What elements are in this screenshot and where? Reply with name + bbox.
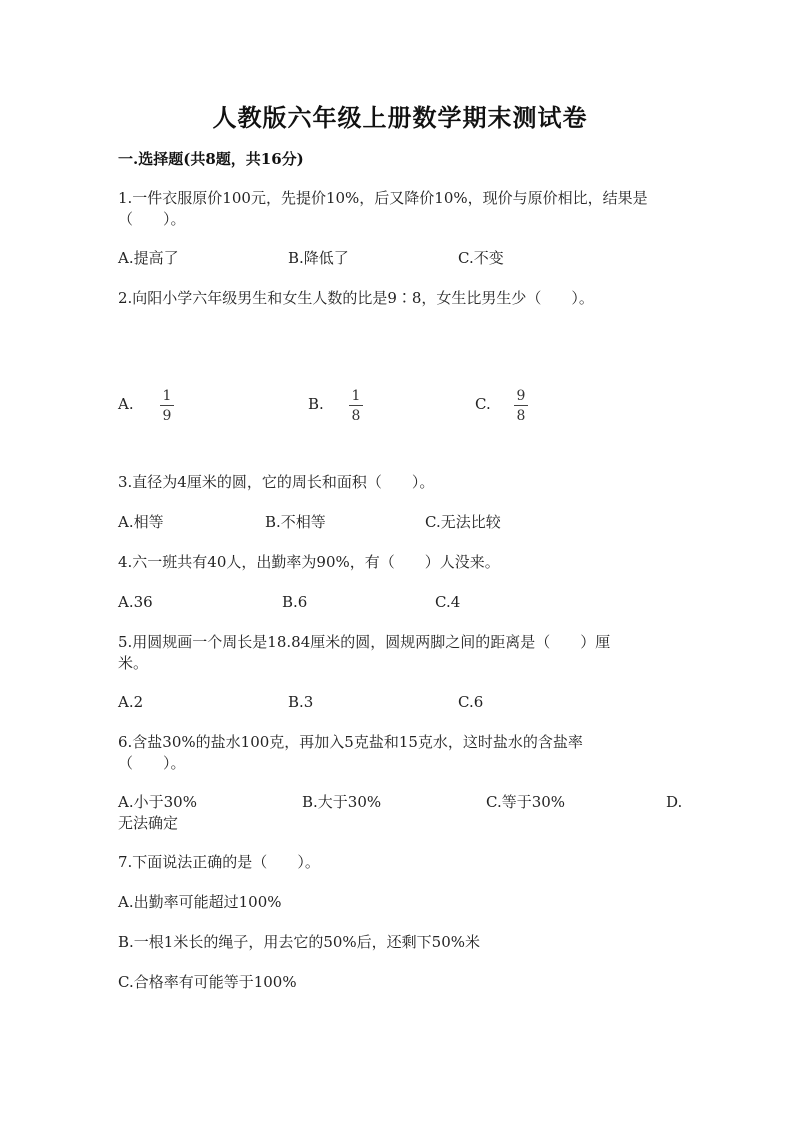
q7-option-c: C.合格率有可能等于100% [118, 973, 297, 991]
q1-option-a: A.提高了 [118, 249, 179, 267]
q2-option-a-fraction [160, 388, 174, 424]
q2-option-c-letter: C. [475, 395, 491, 413]
question-5-text: 5.用圆规画一个周长是18.84厘米的圆，圆规两脚之间的距离是（ ）厘 [118, 633, 611, 651]
question-6-text-cont: （ ）。 [118, 754, 186, 772]
q2-option-c-denominator: 8 [516, 408, 526, 424]
question-7-text: 7.下面说法正确的是（ ）。 [118, 853, 320, 871]
question-6-text: 6.含盐30%的盐水100克，再加入5克盐和15克水，这时盐水的含盐率 [118, 733, 583, 751]
q2-option-b-numerator: 1 [351, 388, 361, 404]
q7-option-a: A.出勤率可能超过100% [118, 893, 282, 911]
q2-option-b-denominator: 8 [351, 408, 361, 424]
q2-option-b-letter: B. [308, 395, 324, 413]
q6-option-d-text: 无法确定 [118, 814, 179, 832]
question-5-text-cont: 米。 [118, 654, 149, 672]
page-title: 人教版六年级上册数学期末测试卷 [212, 103, 588, 132]
q2-option-c-numerator: 9 [516, 388, 526, 404]
q3-option-a: A.相等 [118, 513, 164, 531]
fraction-bar [160, 405, 174, 406]
q3-option-c: C.无法比较 [425, 513, 501, 531]
q1-option-b: B.降低了 [288, 249, 349, 267]
question-4-text: 4.六一班共有40人，出勤率为90%，有（ ）人没来。 [118, 553, 500, 571]
fraction-bar [514, 405, 528, 406]
fraction-bar [349, 405, 363, 406]
q4-option-a: A.36 [118, 593, 153, 611]
question-1-text-cont: （ ）。 [118, 210, 186, 228]
question-1-text: 1.一件衣服原价100元，先提价10%，后又降价10%，现价与原价相比，结果是 [118, 189, 648, 207]
q2-option-b-fraction [349, 388, 363, 424]
q5-option-c: C.6 [458, 693, 484, 711]
q2-option-a-letter: A. [118, 395, 134, 413]
question-2-text: 2.向阳小学六年级男生和女生人数的比是9∶8，女生比男生少（ ）。 [118, 289, 594, 307]
q6-option-a: A.小于30% [118, 793, 197, 811]
q5-option-a: A.2 [118, 693, 144, 711]
q3-option-b: B.不相等 [265, 513, 326, 531]
q4-option-b: B.6 [282, 593, 308, 611]
section-heading: 一.选择题(共8题，共16分) [118, 150, 304, 168]
q7-option-b: B.一根1米长的绳子，用去它的50%后，还剩下50%米 [118, 933, 481, 951]
q6-option-c: C.等于30% [486, 793, 566, 811]
q6-option-d: D. [666, 793, 683, 811]
q5-option-b: B.3 [288, 693, 314, 711]
q2-option-a-numerator: 1 [162, 388, 172, 404]
q2-option-a-denominator: 9 [162, 408, 172, 424]
q2-option-c-fraction [514, 388, 528, 424]
q1-option-c: C.不变 [458, 249, 504, 267]
q4-option-c: C.4 [435, 593, 461, 611]
question-3-text: 3.直径为4厘米的圆，它的周长和面积（ ）。 [118, 473, 435, 491]
q6-option-b: B.大于30% [302, 793, 382, 811]
